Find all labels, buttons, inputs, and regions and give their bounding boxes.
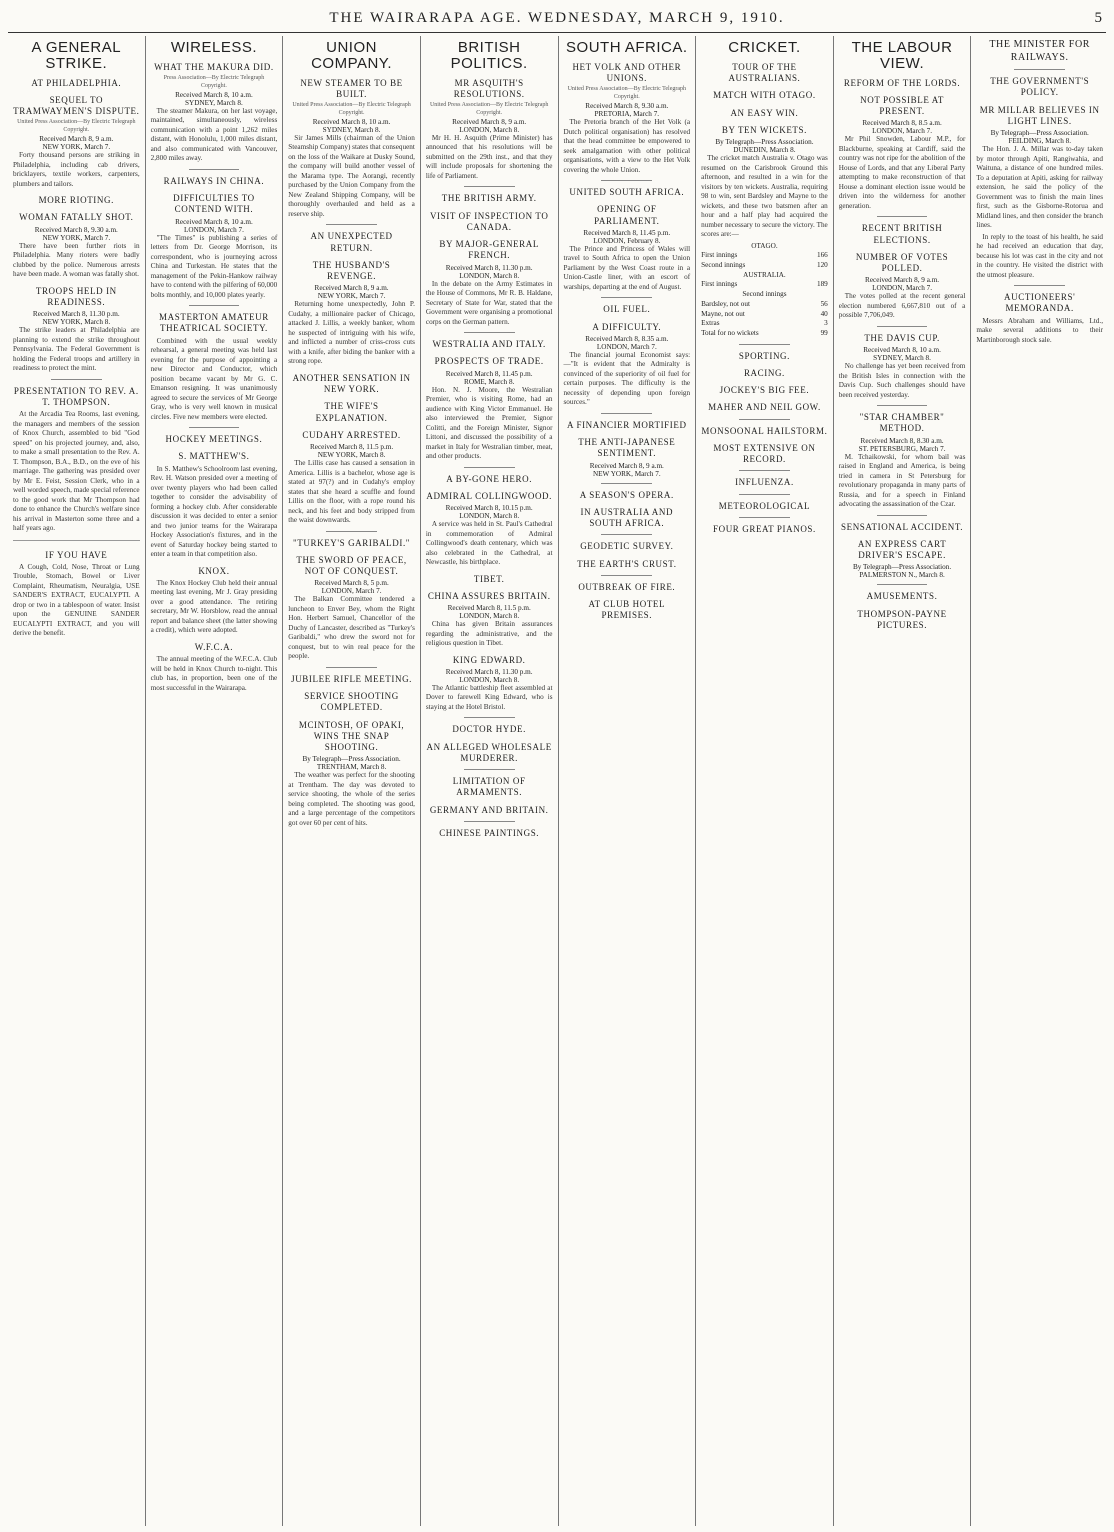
column-heading: CRICKET. bbox=[728, 39, 801, 56]
article-title: REFORM OF THE LORDS. bbox=[843, 77, 961, 88]
article-subtitle: MATCH WITH OTAGO. bbox=[713, 90, 816, 101]
article-body: Forty thousand persons are striking in Philadelphia, including cab drivers, bricklayers, textile workers, carpenters, plumbers and tailors. bbox=[13, 151, 140, 188]
article-subtitle: THE WIFE'S EXPLANATION. bbox=[315, 401, 388, 423]
received-line: Received March 8, 9 a.m. bbox=[589, 461, 664, 470]
article-title: INFLUENZA. bbox=[735, 477, 794, 488]
article-title: AT PHILADELPHIA. bbox=[31, 77, 122, 88]
article-title: HET VOLK AND OTHER UNIONS. bbox=[572, 61, 682, 83]
score-total: Total for no wickets 99 bbox=[701, 328, 828, 337]
column-heading: THE LABOUR VIEW. bbox=[851, 39, 953, 72]
article-subtitle: MAHER AND NEIL GOW. bbox=[708, 402, 821, 413]
column-heading: THE MINISTER FOR RAILWAYS. bbox=[989, 39, 1091, 63]
article-body: The Prince and Princess of Wales will travel to South Africa to open the Union Parliament by the West Coast route in a Union-Castle liner, with an escort of warships, departing at the end of August. bbox=[563, 244, 691, 291]
article-title: FOUR GREAT PIANOS. bbox=[712, 523, 816, 534]
article-subtitle: THOMPSON-PAYNE PICTURES. bbox=[857, 608, 947, 630]
columns bbox=[8, 36, 1108, 1526]
dateline: LONDON, March 8. bbox=[459, 271, 520, 280]
article-body: The Lillis case has caused a sensation in America. Lillis is a bachelor, whose age is stated at 97(?) and in Cudahy's employ states that she heard a scuffle and found Lillis on the floor, with a rope round his neck, and his feet and body stripped from the waist downwards. bbox=[288, 459, 415, 525]
article-title: THE DAVIS CUP. bbox=[864, 332, 940, 343]
article-title: W.F.C.A. bbox=[194, 641, 234, 652]
dateline: ST. PETERSBURG, March 7. bbox=[858, 444, 946, 453]
dateline: LONDON, March 7. bbox=[321, 587, 382, 596]
received-line: Received March 8, 11.5 p.m. bbox=[309, 443, 394, 452]
dateline: ROME, March 8. bbox=[464, 377, 515, 386]
dateline: LONDON, March 8. bbox=[459, 512, 520, 521]
dateline: NEW YORK, March 7. bbox=[317, 292, 386, 301]
received-line: Received March 8, 9 a.m. bbox=[39, 135, 114, 144]
article-subtitle: THE HUSBAND'S REVENGE. bbox=[312, 259, 391, 282]
column-heading: UNION COMPANY. bbox=[311, 39, 393, 72]
dateline: LONDON, March 8. bbox=[459, 125, 520, 134]
credit-line: By Telegraph—Press Association. bbox=[715, 138, 814, 146]
divider bbox=[464, 467, 515, 468]
article-subtitle: VISIT OF INSPECTION TO CANADA. bbox=[429, 210, 549, 232]
article-body: The Balkan Committee tendered a luncheon to Enver Bey, whom the Right Hon. Herbert Samuel, Chancellor of the Duchy of Lancaster, described as "Turkey's Garibaldi," who drew the sword not for conquest, but to win real peace for the people. bbox=[288, 595, 415, 661]
article-subtitle: BY MAJOR-GENERAL FRENCH. bbox=[439, 239, 539, 261]
column-heading: BRITISH POLITICS. bbox=[450, 39, 528, 72]
article-title: SPORTING. bbox=[738, 350, 790, 361]
dateline: SYDNEY, March 8. bbox=[322, 125, 381, 134]
article-title: THE BRITISH ARMY. bbox=[441, 193, 537, 204]
received-line: Received March 8, 9 a.m. bbox=[452, 117, 527, 126]
article-body: The steamer Makura, on her last voyage, maintained, simultaneously, wireless communication with a point 1,262 miles distant, with Honolulu, 1,000 miles distant, and also communicated with Vancouver, 2,800 miles away. bbox=[150, 106, 278, 163]
article-subtitle: THE EARTH'S CRUST. bbox=[577, 558, 677, 569]
divider bbox=[464, 769, 515, 770]
dateline: LONDON, March 7. bbox=[183, 225, 244, 234]
divider bbox=[601, 297, 652, 298]
article-subtitle: PROSPECTS OF TRADE. bbox=[434, 356, 544, 367]
received-line: Received March 8, 11.5 p.m. bbox=[447, 604, 531, 613]
received-line: Received March 8, 9 a.m. bbox=[865, 276, 940, 285]
received-line: Received March 8, 11.30 p.m. bbox=[32, 310, 120, 319]
team-name: OTAGO. bbox=[751, 241, 778, 250]
received-line: Received March 8, 11.45 p.m. bbox=[445, 369, 533, 378]
received-line: Received March 8, 8.30 a.m. bbox=[860, 436, 944, 445]
article-body: M. Tchaikowski, for whom bail was raised in England and America, is being tried in camera in St Petersburg for revolutionary propaganda in many parts of Russia, and for a speech in Finland advocating the assassination of the Czar. bbox=[838, 452, 966, 508]
dateline: NEW YORK, March 8. bbox=[42, 318, 111, 327]
dateline: FEILDING, March 8. bbox=[1008, 137, 1072, 145]
article-subtitle: JOCKEY'S BIG FEE. bbox=[719, 385, 810, 396]
divider bbox=[189, 305, 240, 306]
article-title: CHINESE PAINTINGS. bbox=[439, 827, 540, 838]
masthead-title: THE WAIRARAPA AGE. WEDNESDAY, MARCH 9, 1910. bbox=[329, 10, 785, 26]
article-title: AN UNEXPECTED RETURN. bbox=[310, 231, 393, 253]
column-heading: A GENERAL STRIKE. bbox=[31, 39, 122, 72]
article-subtitle: NOT POSSIBLE AT PRESENT. bbox=[860, 94, 944, 116]
article-title: SENSATIONAL ACCIDENT. bbox=[841, 521, 964, 532]
divider bbox=[739, 344, 790, 345]
divider bbox=[326, 224, 377, 225]
score-row: First innings 166 bbox=[701, 251, 828, 260]
article-title: "TURKEY'S GARIBALDI." bbox=[293, 537, 411, 548]
article-body: Sir James Mills (chairman of the Union Steamship Company) states that consequent on the loss of the Waikare at Dusky Sound, the company will build another vessel of the Marama type. The Aorangi, recently purchased by the Union Company from the New Zealand Shipping Company, will be thoroughly overhauled and held as a reserve ship. bbox=[288, 133, 415, 218]
score-row: Extras 3 bbox=[701, 319, 828, 328]
article-subtitle: THE SWORD OF PEACE, NOT OF CONQUEST. bbox=[296, 554, 407, 577]
column-3 bbox=[283, 36, 421, 1526]
score-row: Second innings 120 bbox=[701, 260, 828, 269]
article-subtitle: SERVICE SHOOTING COMPLETED. bbox=[304, 691, 399, 713]
article-title: WHAT THE MAKURA DID. bbox=[154, 61, 274, 72]
divider bbox=[601, 180, 652, 181]
article-title: KNOX. bbox=[198, 565, 230, 576]
article-title: OUTBREAK OF FIRE. bbox=[578, 581, 676, 592]
score-row: Mayne, not out 40 bbox=[701, 309, 828, 318]
article-title: A BY-GONE HERO. bbox=[446, 473, 533, 484]
score-row: Bardsley, not out 56 bbox=[701, 299, 828, 308]
article-subtitle: SEQUEL TO TRAMWAYMEN'S DISPUTE. bbox=[13, 94, 140, 116]
divider bbox=[877, 405, 928, 406]
dateline: PRETORIA, March 7. bbox=[594, 110, 660, 119]
article-title: NEW STEAMER TO BE BUILT. bbox=[300, 77, 403, 99]
article-subtitle: AT CLUB HOTEL PREMISES. bbox=[588, 599, 666, 621]
article-body: A service was held in St. Paul's Cathedral in commemoration of Admiral Collingwood's death centenary, which was also celebrated in the Cathedral, at Newcastle, his birthplace. bbox=[425, 520, 553, 567]
dateline: NEW YORK, March 7. bbox=[42, 143, 111, 152]
article-subtitle: GERMANY AND BRITAIN. bbox=[429, 804, 549, 815]
article-title: LIMITATION OF ARMAMENTS. bbox=[452, 776, 526, 798]
ad-title: IF YOU HAVE bbox=[45, 549, 108, 560]
article-subtitle: NUMBER OF VOTES POLLED. bbox=[855, 251, 949, 273]
credit-line: By Telegraph—Press Association. bbox=[852, 563, 952, 572]
page-number: 5 bbox=[1094, 10, 1102, 26]
column-5 bbox=[559, 36, 697, 1526]
article-title: UNITED SOUTH AFRICA. bbox=[569, 187, 685, 198]
credit-line: United Press Association—By Electric Telegraph Copyright. bbox=[429, 102, 549, 116]
article-title: ANOTHER SENSATION IN NEW YORK. bbox=[292, 372, 411, 395]
received-line: Received March 8, 11.45 p.m. bbox=[583, 228, 671, 237]
article-subtitle: AN ALLEGED WHOLESALE MURDERER. bbox=[426, 741, 552, 763]
article-title: HOCKEY MEETINGS. bbox=[165, 434, 263, 445]
dateline: PALMERSTON N., March 8. bbox=[859, 571, 945, 580]
article-subtitle: IN AUSTRALIA AND SOUTH AFRICA. bbox=[580, 506, 674, 529]
article-subtitle: BY TEN WICKETS. bbox=[721, 124, 807, 135]
credit-line: United Press Association—By Electric Telegraph Copyright. bbox=[17, 119, 136, 134]
dateline: LONDON, March 7. bbox=[596, 342, 657, 351]
divider bbox=[464, 821, 515, 822]
received-line: Received March 8, 9.30 a.m. bbox=[34, 225, 118, 234]
received-line: Received March 8, 11.30 p.m. bbox=[445, 667, 533, 676]
article-subtitle: S. MATTHEW'S. bbox=[178, 451, 250, 462]
received-line: Received March 8, 9 a.m. bbox=[314, 284, 389, 293]
article-body: The financial journal Economist says:—"It is evident that the Admiralty is convinced of the superiority of oil fuel for certain purposes. The difficulty is the necessity of depending upon foreign sources." bbox=[563, 350, 691, 407]
article-title: MASTERTON AMATEUR THEATRICAL SOCIETY. bbox=[159, 312, 269, 334]
article-body: At the Arcadia Tea Rooms, last evening, the managers and members of the session of Knox Church, assembled to bid "God speed" on his projected journey, and, also, to make a small presentation to the Rev. A. T. Thompson, B.A., B.D., on the eve of his marriage. The gathering was presided over by Mr E. Feist, Session Clerk, who in a well worded speech, made special reference to the good work that Mr Thompson had done to enhance the Church's welfare since his arrival in Masterton some three and a half years ago. bbox=[13, 410, 140, 533]
article-title: A SEASON'S OPERA. bbox=[579, 489, 674, 500]
column-4 bbox=[421, 36, 559, 1526]
article-body: The annual meeting of the W.F.C.A. Club will be held in Knox Church to-night. This club has, in proportion, been one of the most successful in the Wairarapa. bbox=[150, 655, 278, 692]
divider bbox=[326, 531, 377, 532]
dateline: SYDNEY, March 8. bbox=[185, 98, 243, 107]
article-subtitle: OPENING OF PARLIAMENT. bbox=[594, 204, 660, 226]
article-body: The strike leaders at Philadelphia are planning to extend the strike throughout Pennsylvania. The Federal Government is holding the Federal troops and artillery in readiness to protect the mint. bbox=[13, 326, 140, 373]
article-title: RECENT BRITISH ELECTIONS. bbox=[861, 223, 943, 245]
divider bbox=[464, 717, 515, 718]
credit-line: By Telegraph—Press Association. bbox=[990, 129, 1089, 137]
article-subtitle: CHINA ASSURES BRITAIN. bbox=[427, 590, 551, 601]
dateline: LONDON, March 8. bbox=[459, 612, 520, 621]
article-title: PRESENTATION TO REV. A. T. THOMPSON. bbox=[13, 385, 139, 407]
divider bbox=[189, 427, 240, 428]
received-line: Received March 8, 10.15 p.m. bbox=[445, 504, 533, 513]
divider bbox=[1014, 69, 1065, 70]
article-title: TIBET. bbox=[473, 573, 505, 584]
dateline: LONDON, March 8. bbox=[459, 675, 520, 684]
ad-body: A Cough, Cold, Nose, Throat or Lung Trouble, Stomach, Bowel or Liver Complaint, Rheumatism, Neuralgia, USE SANDER'S EXTRACT, EUCALYPTI. A drop or two in a tablespoon of water. Insist upon the GENUINE SANDER EUCALYPTI EXTRACT, and you will derive the benefit. bbox=[13, 562, 140, 638]
article-title: RAILWAYS IN CHINA. bbox=[163, 175, 265, 186]
article-body: There have been further riots in Philadelphia. Many rioters were badly clubbed by the police. Numerous arrests have been made. A woman was fatally shot. bbox=[13, 241, 140, 279]
article-body: In the debate on the Army Estimates in the House of Commons, Mr R. B. Haldane, Secretary of State for War, stated that the Government were organising a promotional corps on the German pattern. bbox=[425, 279, 553, 326]
score-label: Second innings bbox=[742, 290, 787, 299]
divider bbox=[601, 534, 652, 535]
article-title: AUCTIONEERS' MEMORANDA. bbox=[1004, 292, 1076, 314]
article-body: Combined with the usual weekly rehearsal, a general meeting was held last evening for the purpose of appointing a new Director and Conductor, which position became vacant by Mr G. C. Emanson resigning. It was unanimously agreed to secure the services of Mr George Gray, who is very well known in musical circles. Five new members were elected. bbox=[150, 336, 278, 421]
divider bbox=[739, 419, 790, 420]
article-body: The Knox Hockey Club held their annual meeting last evening, Mr J. Gray presiding over a good attendance. The retiring secretary, Mr W. Horsblow, read the annual report and balance sheet (the latter showing a credit), which were adopted. bbox=[150, 578, 278, 635]
article-body: The votes polled at the recent general election numbered 6,667,810 out of a possible 7,706,049. bbox=[838, 292, 966, 320]
received-line: Received March 8, 9.30 a.m. bbox=[585, 102, 669, 111]
article-title: CUDAHY ARRESTED. bbox=[302, 429, 401, 440]
article-body: No challenge has yet been received from the British Isles in connection with the Davis Cup. Such challenges should have been received yesterday. bbox=[838, 362, 966, 399]
received-line: Received March 8, 11.30 p.m. bbox=[445, 263, 533, 272]
article-body: The Atlantic battleship fleet assembled at Dover to farewell King Edward, who is staying at the Hotel Bristol. bbox=[425, 683, 553, 711]
divider bbox=[326, 667, 377, 668]
column-heading: WIRELESS. bbox=[170, 39, 258, 56]
masthead bbox=[8, 4, 1106, 33]
article-subtitle: MOST EXTENSIVE ON RECORD. bbox=[713, 442, 816, 465]
divider bbox=[464, 186, 515, 187]
article-body: The Pretoria branch of the Het Volk (a Dutch political organisation) has resolved that the head committee be empowered to seek amalgamation with other political organisations, with a view to the Het Volk covering the whole Union. bbox=[563, 118, 691, 174]
article-subtitle: THE GOVERNMENT'S POLICY. bbox=[990, 76, 1090, 98]
article-title: WESTRALIA AND ITALY. bbox=[432, 339, 546, 350]
divider bbox=[601, 575, 652, 576]
divider bbox=[739, 517, 790, 518]
column-1 bbox=[8, 36, 146, 1526]
dateline: LONDON, March 7. bbox=[872, 284, 932, 293]
divider bbox=[601, 413, 652, 414]
credit-line: United Press Association—By Electric Telegraph Copyright. bbox=[567, 86, 687, 101]
article-body: Returning home unexpectedly, John P. Cudahy, a millionaire packer of Chicago, attacked J. Lillis, a weekly banker, whom he suspected of intriguing with his wife, and inflicted a number of criss-cross cuts with a knife, after biding the banker with a strong rope. bbox=[288, 300, 415, 366]
article-subtitle: THE ANTI-JAPANESE SENTIMENT. bbox=[578, 437, 676, 459]
divider bbox=[877, 326, 928, 327]
dateline: TRENTHAM, March 8. bbox=[316, 763, 387, 772]
column-heading: SOUTH AFRICA. bbox=[566, 39, 688, 56]
article-body: The Hon. J. A. Millar was to-day taken by motor through Apiti, Rangiwahia, and Waituna, a distance of one hundred miles. To a deputation at Apiti, asking for railway extension, he said the policy of the Government was to finish the main lines first, such as the Gisborne-Rotorua and Midland lines, and then consider the branch lines. In reply to the toast of his health, he said he had received an education that day, because his lot was cast in the city and not in the country. He visited the district with the utmost pleasure. bbox=[976, 145, 1103, 279]
dateline: LONDON, March 7. bbox=[872, 127, 932, 136]
received-line: Received March 8, 10 a.m. bbox=[175, 217, 253, 226]
team-name: AUSTRALIA. bbox=[743, 270, 786, 279]
received-line: Received March 8, 8.35 a.m. bbox=[585, 334, 669, 343]
article-subtitle: MR MILLAR BELIEVES IN LIGHT LINES. bbox=[979, 104, 1100, 126]
article-subtitle: A DIFFICULTY. bbox=[592, 321, 662, 332]
column-8 bbox=[971, 36, 1108, 1526]
divider bbox=[189, 169, 240, 170]
column-7 bbox=[834, 36, 972, 1526]
divider bbox=[1014, 285, 1065, 286]
article-subtitle: AN EXPRESS CART DRIVER'S ESCAPE. bbox=[857, 538, 947, 560]
divider bbox=[51, 379, 102, 380]
article-title: WOMAN FATALLY SHOT. bbox=[19, 212, 134, 223]
divider bbox=[739, 470, 790, 471]
column-6 bbox=[696, 36, 834, 1526]
article-subtitle: MCINTOSH, OF OPAKI, WINS THE SNAP SHOOTING. bbox=[298, 719, 405, 753]
score-row: First innings 189 bbox=[701, 280, 828, 289]
credit-line: United Press Association—By Electric Telegraph Copyright. bbox=[292, 102, 411, 116]
divider bbox=[877, 584, 928, 585]
credit-line: By Telegraph—Press Association. bbox=[302, 755, 401, 764]
article-subtitle: AN EASY WIN. bbox=[730, 107, 799, 118]
article-subtitle: RACING. bbox=[743, 367, 785, 378]
article-title: GEODETIC SURVEY. bbox=[580, 541, 674, 552]
article-title: OIL FUEL. bbox=[603, 304, 651, 315]
article-body: In S. Matthew's Schoolroom last evening, Rev. H. Watson presided over a meeting of over twenty players who had been called together to consider the advisability of forming a hockey club. After considerable discussion it was decided to enter a senior and two junior teams for the Wairarapa Hockey Association's fixtures, and in the event of Saturday hockey being started to enter a team in that competition also. bbox=[150, 464, 278, 559]
article-subtitle: ADMIRAL COLLINGWOOD. bbox=[426, 490, 553, 501]
column-2 bbox=[146, 36, 284, 1526]
received-line: Received March 8, 8.5 a.m. bbox=[862, 119, 942, 128]
dateline: NEW YORK, March 7. bbox=[592, 469, 661, 478]
article-body: Hon. N. J. Moore, the Westralian Premier, who is visiting Rome, had an audience with King Victor Emmanuel. He also interviewed the Premier, Signor Colitti, and the Foreign Minister, Signor Littoni, and discussed the possibility of a market in Italy for Westralian timber, meat, and other products. bbox=[425, 385, 553, 461]
article-title: MONSOONAL HAILSTORM. bbox=[701, 425, 828, 436]
article-subtitle: DIFFICULTIES TO CONTEND WITH. bbox=[173, 193, 255, 215]
received-line: Received March 8, 10 a.m. bbox=[175, 90, 253, 99]
article-body: Mr Phil Snowden, Labour M.P., for Blackburne, speaking at Cardiff, said the country was not ripe for the abolition of the House of Lords, and that any Liberal Party attempting to make reconstruction of that House a dominant election issue would be driven into the wilderness for another generation. bbox=[838, 135, 966, 210]
dateline: LONDON, February 8. bbox=[593, 236, 661, 245]
article-title: KING EDWARD. bbox=[452, 654, 526, 665]
article-title: JUBILEE RIFLE MEETING. bbox=[291, 673, 413, 684]
article-body: China has given Britain assurances regarding the administrative, and the religious question in Tibet. bbox=[425, 620, 553, 648]
article-title: "STAR CHAMBER" METHOD. bbox=[859, 412, 945, 434]
divider bbox=[464, 332, 515, 333]
article-title: TROOPS HELD IN READINESS. bbox=[35, 285, 117, 307]
article-title: TOUR OF THE AUSTRALIANS. bbox=[728, 61, 801, 83]
divider bbox=[601, 483, 652, 484]
article-title: METEOROLOGICAL bbox=[718, 500, 811, 511]
dateline: NEW YORK, March 7. bbox=[42, 233, 111, 242]
received-line: Received March 8, 10 a.m. bbox=[863, 346, 941, 354]
dateline: DUNEDIN, March 8. bbox=[733, 146, 796, 154]
score-table bbox=[701, 242, 828, 339]
article-body: The weather was perfect for the shooting at Trentham. The day was devoted to service shooting, the whole of the series being completed. The shooting was good, and a large percentage of the competitors got over 60 per cent of hits. bbox=[288, 771, 415, 827]
article-title: DOCTOR HYDE. bbox=[452, 724, 526, 735]
received-line: Received March 8, 10 a.m. bbox=[312, 117, 391, 126]
received-line: Received March 8, 5 p.m. bbox=[314, 579, 389, 588]
divider bbox=[877, 515, 928, 516]
article-body: "The Times" is publishing a series of letters from Dr. George Morrison, its correspondent, who is journeying across China and Turkestan. He states that the management of the Pekin-Hankow railway have to contend with the pilfering of 60,000 bolts monthly, and 10,000 plates yearly. bbox=[150, 233, 278, 299]
advertisement bbox=[13, 540, 140, 639]
article-title: MR ASQUITH'S RESOLUTIONS. bbox=[453, 77, 525, 99]
article-body: Mr H. H. Asquith (Prime Minister) has announced that his resolutions will be submitted on the 29th inst., and that they will include proposals for shortening the life of Parliament. bbox=[425, 133, 553, 180]
dateline: SYDNEY, March 8. bbox=[873, 354, 931, 362]
article-body: Messrs Abraham and Williams, Ltd., make several additions to their Martinborough stock sale. bbox=[976, 316, 1103, 344]
article-title: MORE RIOTING. bbox=[38, 195, 114, 206]
dateline: NEW YORK, March 8. bbox=[317, 451, 386, 460]
article-body: The cricket match Australia v. Otago was resumed on the Carisbrook Ground this afternoon, and resulted in a win for the visitors by ten wickets. Australia, requiring 98 to win, sent Bardsley and Mayne to the wickets, and these two batsmen after an hour and a half play had acquired the number necessary to secure the victory. The scores are:— bbox=[701, 154, 828, 238]
credit-line: Press Association—By Electric Telegraph Copyright. bbox=[163, 75, 265, 89]
article-title: A FINANCIER MORTIFIED bbox=[567, 419, 687, 430]
article-title: AMUSEMENTS. bbox=[866, 591, 938, 602]
divider bbox=[877, 216, 928, 217]
divider bbox=[739, 494, 790, 495]
